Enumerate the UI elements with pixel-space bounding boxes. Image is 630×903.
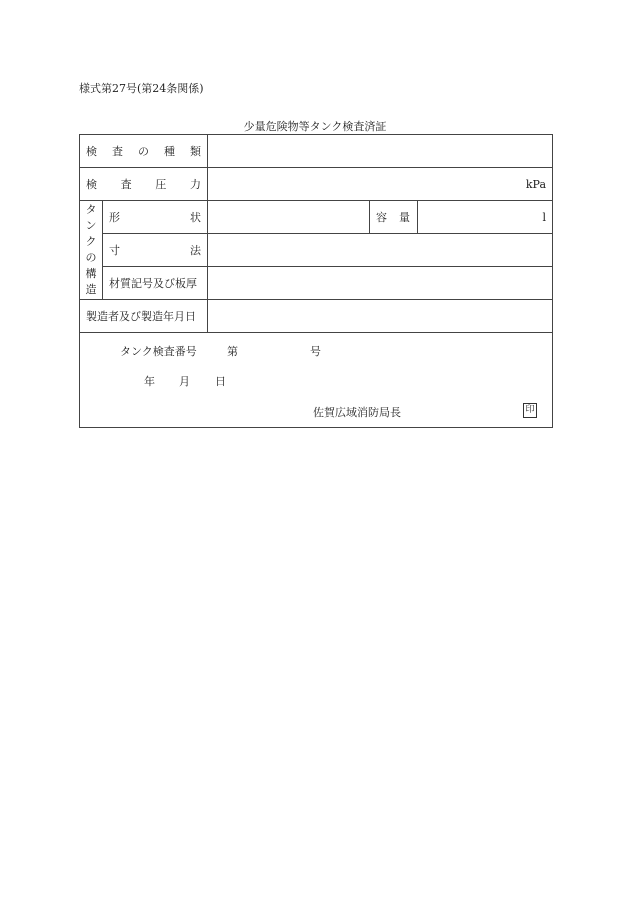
label-char: 種 xyxy=(164,145,175,158)
issuer-name: 佐賀広域消防局長 xyxy=(313,406,401,419)
label-shape xyxy=(103,201,208,234)
inspection-pressure-text xyxy=(86,176,201,192)
value-manufacturer[interactable] xyxy=(208,300,553,333)
tank-number-go: 号 xyxy=(310,345,321,358)
form-number: 様式第27号(第24条関係) xyxy=(79,82,204,95)
label-char: 力 xyxy=(189,178,201,191)
label-inspection-pressure xyxy=(80,168,208,201)
label-char: 造 xyxy=(85,283,97,296)
row-dimensions xyxy=(80,234,553,267)
label-char: 検 xyxy=(86,145,97,158)
label-char: 構 xyxy=(85,267,97,280)
label-dimensions xyxy=(103,234,208,267)
label-char: 容 xyxy=(376,211,387,224)
row-inspection-type xyxy=(80,135,553,168)
label-char: 法 xyxy=(190,244,201,257)
date-year: 年 xyxy=(144,375,155,388)
label-material: 材質記号及び板厚 xyxy=(103,267,208,300)
value-material[interactable] xyxy=(208,267,553,300)
inspection-type-text xyxy=(86,143,201,159)
label-char: 類 xyxy=(190,145,201,158)
row-manufacturer xyxy=(80,300,553,333)
form-title: 少量危険物等タンク検査済証 xyxy=(243,120,387,133)
inspection-table xyxy=(79,134,553,428)
label-char: の xyxy=(85,251,97,264)
label-capacity xyxy=(370,201,418,234)
row-inspection-pressure xyxy=(80,168,553,201)
date-month: 月 xyxy=(179,375,190,388)
shape-text xyxy=(109,209,201,225)
row-shape xyxy=(80,201,553,234)
footer-cell xyxy=(80,333,553,428)
label-char: 量 xyxy=(399,211,410,224)
pressure-unit: kPa xyxy=(525,177,547,191)
label-char: 検 xyxy=(86,178,97,191)
label-char: 形 xyxy=(109,211,120,224)
value-inspection-pressure[interactable] xyxy=(208,168,553,201)
dimensions-text xyxy=(109,242,201,258)
value-shape[interactable] xyxy=(208,201,370,234)
label-char: 査 xyxy=(120,178,132,191)
label-char: 圧 xyxy=(155,178,167,191)
label-char: タ xyxy=(85,203,97,216)
row-footer xyxy=(80,333,553,428)
label-char: 状 xyxy=(190,211,201,224)
value-inspection-type[interactable] xyxy=(208,135,553,168)
tank-number-label: タンク検査番号 xyxy=(120,345,197,358)
tank-number-dai: 第 xyxy=(227,345,238,358)
row-material xyxy=(80,267,553,300)
value-capacity[interactable] xyxy=(418,201,553,234)
label-char: の xyxy=(138,145,149,158)
capacity-text xyxy=(376,209,411,225)
tank-structure-text xyxy=(80,202,102,298)
label-char: ク xyxy=(85,235,97,248)
label-char: ン xyxy=(85,219,97,232)
label-inspection-type xyxy=(80,135,208,168)
label-char: 査 xyxy=(112,145,123,158)
label-char: 寸 xyxy=(109,244,120,257)
label-manufacturer: 製造者及び製造年月日 xyxy=(80,300,208,333)
date-day: 日 xyxy=(215,375,226,388)
value-dimensions[interactable] xyxy=(208,234,553,267)
seal-mark: 印 xyxy=(523,403,537,418)
capacity-unit: l xyxy=(542,210,547,224)
label-tank-structure xyxy=(80,201,103,300)
